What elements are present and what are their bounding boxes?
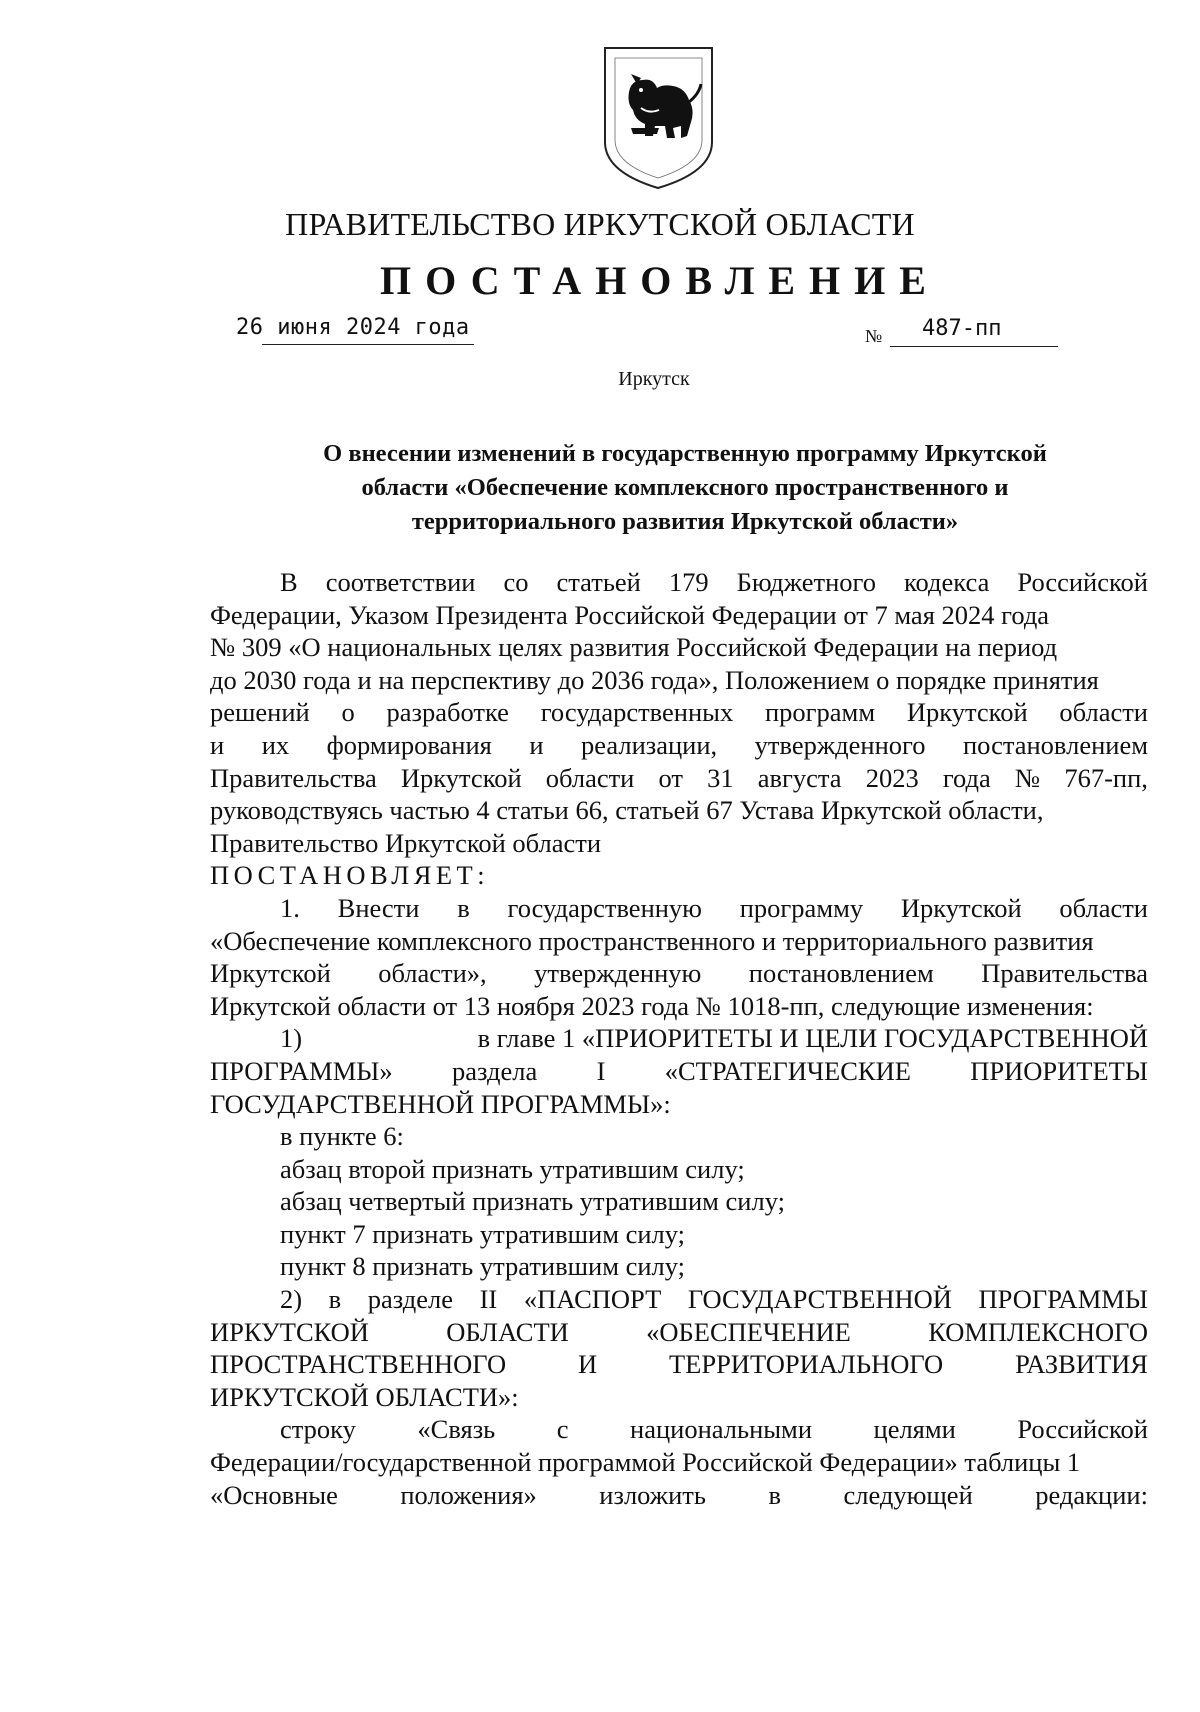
word: постановлением	[962, 729, 1148, 760]
word: решений	[210, 697, 310, 728]
word: «ПАСПОРТ	[523, 1284, 662, 1315]
word: изложить	[599, 1479, 706, 1510]
word: ПРОГРАММЫ	[978, 1284, 1148, 1315]
date-underline	[262, 344, 474, 345]
word: 1)	[280, 1023, 303, 1054]
body-line: пункт 7 признать утратившим силу;	[280, 1218, 686, 1249]
word: и	[210, 729, 225, 760]
document-number: 487-пп	[922, 316, 1002, 341]
word: реализации,	[581, 729, 718, 760]
word: строку	[280, 1414, 356, 1445]
body-line: руководствуясь частью 4 статьи 66, статьей 67 Устава Иркутской области,	[210, 795, 1044, 826]
body-line: Федерации, Указом Президента Российской Федерации от 7 мая 2024 года	[210, 599, 1050, 630]
word: II	[479, 1284, 498, 1315]
body-line: абзац второй признать утратившим силу;	[280, 1153, 745, 1184]
word: «Связь	[417, 1414, 496, 1445]
word: «СТРАТЕГИЧЕСКИЕ	[664, 1055, 911, 1086]
word: «Основные	[210, 1479, 338, 1510]
word: Иркутской	[900, 892, 1022, 923]
word: ИРКУТСКОЙ	[210, 1316, 369, 1347]
word: в	[457, 892, 470, 923]
word: Правительства	[210, 762, 377, 793]
title-line: территориального развития Иркутской области»	[411, 508, 959, 535]
word: их	[261, 729, 290, 760]
word: ПРИОРИТЕТЫ	[970, 1055, 1148, 1086]
word: «ОБЕСПЕЧЕНИЕ	[646, 1316, 851, 1347]
word: в	[328, 1284, 342, 1315]
body-line: пункт 8 признать утратившим силу;	[280, 1251, 686, 1282]
word: редакции:	[1035, 1479, 1148, 1510]
document-body	[210, 566, 1148, 1511]
word: в главе 1 «ПРИОРИТЕТЫ И ЦЕЛИ ГОСУДАРСТВЕННОЙ	[477, 1023, 1148, 1054]
word: августа	[757, 762, 842, 793]
city: Иркутск	[618, 368, 690, 390]
word: национальными	[630, 1414, 813, 1445]
body-line: до 2030 года и на перспективу до 2036 года», Положением о порядке принятия	[210, 664, 1099, 695]
document-title	[250, 437, 1120, 539]
body-line	[210, 1283, 1148, 1316]
word: 31	[707, 762, 734, 793]
word: И	[577, 1349, 598, 1380]
word: 2023	[865, 762, 919, 793]
word: со	[503, 567, 529, 597]
word: раздела	[451, 1055, 538, 1086]
body-line	[210, 957, 1148, 990]
document-date: 26 июня 2024 года	[236, 315, 470, 340]
resolves-heading: ПОСТАНОВЛЯЕТ:	[210, 860, 490, 891]
number-sign: №	[865, 326, 883, 346]
body-line: «Обеспечение комплексного пространственного и территориального развития	[210, 925, 1094, 956]
word: области	[1059, 697, 1148, 728]
word: ПРОГРАММЫ»	[210, 1055, 393, 1086]
document-type: ПОСТАНОВЛЕНИЕ	[380, 258, 940, 303]
word: Правительства	[981, 958, 1148, 989]
word: статьей	[556, 567, 641, 597]
body-line	[210, 1055, 1148, 1088]
word: Иркутской	[906, 697, 1028, 728]
word: Российской	[1017, 567, 1148, 597]
body-line	[210, 1479, 1148, 1512]
word: 1.	[280, 892, 300, 923]
body-line: Федерации/государственной программой Российской Федерации» таблицы 1	[210, 1447, 1081, 1478]
word: программу	[739, 892, 864, 923]
word: целями	[873, 1414, 956, 1445]
word: ОБЛАСТИ	[446, 1316, 569, 1347]
word: Бюджетного	[736, 567, 876, 597]
word: года	[942, 762, 991, 793]
word: государственных	[540, 697, 734, 728]
body-line	[210, 1316, 1148, 1349]
title-line: области «Обеспечение комплексного пространственного и	[361, 474, 1009, 501]
number-underline	[890, 346, 1058, 347]
word: ТЕРРИТОРИАЛЬНОГО	[668, 1349, 944, 1380]
body-line	[210, 1348, 1148, 1381]
word: РАЗВИТИЯ	[1015, 1349, 1148, 1380]
word: положения»	[400, 1479, 537, 1510]
body-line: в пункте 6:	[280, 1121, 404, 1152]
body-line	[210, 892, 1148, 925]
word: области»,	[378, 958, 487, 989]
body-line	[210, 729, 1148, 762]
word: с	[556, 1414, 569, 1445]
word: кодекса	[904, 567, 990, 597]
body-line: абзац четвертый признать утратившим силу;	[280, 1186, 785, 1217]
word: Иркутской	[400, 762, 522, 793]
body-line	[210, 696, 1148, 729]
body-line: ГОСУДАРСТВЕННОЙ ПРОГРАММЫ»:	[210, 1088, 671, 1119]
word: Иркутской	[210, 958, 331, 989]
word: от	[658, 762, 683, 793]
word: в	[768, 1479, 781, 1510]
word: формирования	[326, 729, 492, 760]
word: 767-пп,	[1064, 762, 1148, 793]
word: Российской	[1017, 1414, 1148, 1445]
body-line	[210, 1022, 1148, 1055]
title-line: О внесении изменений в государственную программу Иркутской	[323, 440, 1047, 467]
word: области	[1059, 892, 1148, 923]
body-line: Правительство Иркутской области	[210, 827, 602, 858]
word: следующей	[843, 1479, 973, 1510]
word: постановлением	[748, 958, 934, 989]
word: разделе	[367, 1284, 454, 1315]
word: В	[280, 567, 298, 597]
word: государственную	[507, 892, 702, 923]
organization-name: ПРАВИТЕЛЬСТВО ИРКУТСКОЙ ОБЛАСТИ	[285, 206, 915, 242]
body-line	[210, 762, 1148, 795]
body-line	[210, 1413, 1148, 1446]
word: утвержденную	[534, 958, 702, 989]
word: I	[596, 1055, 606, 1086]
body-line	[210, 566, 1148, 599]
word: 2)	[280, 1284, 303, 1315]
word: о	[341, 697, 355, 728]
word: программ	[764, 697, 876, 728]
word: Внести	[337, 892, 420, 923]
body-line: № 309 «О национальных целях развития Российской Федерации на период	[210, 632, 1058, 663]
body-line: ИРКУТСКОЙ ОБЛАСТИ»:	[210, 1381, 519, 1412]
word: ПРОСТРАНСТВЕННОГО	[210, 1349, 507, 1380]
word: ГОСУДАРСТВЕННОЙ	[687, 1284, 952, 1315]
word: №	[1014, 762, 1041, 793]
word: соответствии	[325, 567, 476, 597]
body-line: Иркутской области от 13 ноября 2023 года № 1018-пп, следующие изменения:	[210, 990, 1094, 1021]
word: утвержденного	[754, 729, 926, 760]
word: области	[545, 762, 635, 793]
coat-of-arms-icon	[601, 44, 716, 192]
word: разработке	[386, 697, 509, 728]
word: КОМПЛЕКСНОГО	[928, 1316, 1148, 1347]
word: 179	[668, 567, 709, 597]
word: и	[529, 729, 544, 760]
